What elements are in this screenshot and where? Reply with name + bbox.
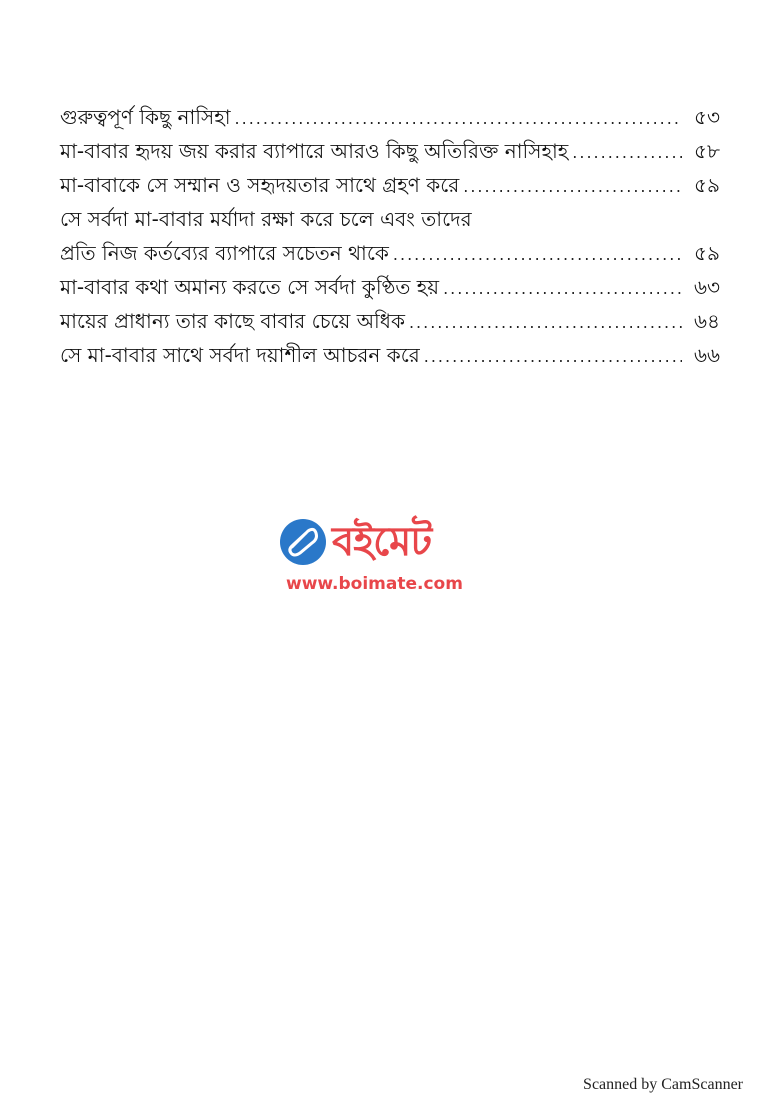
toc-entry-page: ৬৩	[693, 275, 720, 299]
toc-entry-title: মা-বাবাকে সে সম্মান ও সহৃদয়তার সাথে গ্রহণ করে	[60, 173, 460, 197]
toc-entry-page: ৫৯	[694, 241, 720, 265]
toc-entry	[60, 236, 720, 270]
toc-entry	[60, 134, 720, 168]
toc-leader-dots	[393, 238, 682, 272]
toc-entry-title: মায়ের প্রাধান্য তার কাছে বাবার চেয়ে অধিক	[60, 309, 405, 333]
watermark-brand: বইমেট	[332, 519, 432, 565]
toc-leader-dots	[463, 170, 682, 204]
boimate-watermark	[278, 512, 508, 602]
toc-entry-title: সে সর্বদা মা-বাবার মর্যাদা রক্ষা করে চলে এবং তাদের	[60, 207, 472, 231]
toc-entry	[60, 100, 720, 134]
toc-leader-dots	[409, 306, 682, 340]
toc-leader-dots	[443, 272, 682, 306]
toc-entry-page: ৫৯	[694, 173, 720, 197]
watermark-logo	[278, 512, 508, 572]
toc-entry-title: মা-বাবার হৃদয় জয় করার ব্যাপারে আরও কিছু অতিরিক্ত নাসিহাহ	[60, 139, 569, 163]
toc-entry	[60, 202, 720, 236]
toc-leader-dots	[572, 136, 682, 170]
toc-entry-page: ৬৪	[694, 309, 720, 333]
table-of-contents	[60, 100, 720, 372]
toc-entry	[60, 304, 720, 338]
toc-entry-page: ৫৩	[694, 105, 720, 129]
book-logo-icon	[278, 517, 328, 567]
toc-leader-dots	[424, 340, 682, 374]
toc-entry-title: প্রতি নিজ কর্তব্যের ব্যাপারে সচেতন থাকে	[60, 241, 389, 265]
toc-entry	[60, 168, 720, 202]
toc-entry	[60, 338, 720, 372]
toc-entry-page: ৬৬	[693, 343, 720, 367]
toc-entry-title: গুরুত্বপূর্ণ কিছু নাসিহা	[60, 105, 231, 129]
toc-entry-page: ৫৮	[694, 139, 720, 163]
toc-entry	[60, 270, 720, 304]
toc-entry-title: সে মা-বাবার সাথে সর্বদা দয়াশীল আচরন করে	[60, 343, 420, 367]
toc-leader-dots	[235, 102, 682, 136]
toc-entry-title: মা-বাবার কথা অমান্য করতে সে সর্বদা কুণ্ঠিত হয়	[60, 275, 440, 299]
watermark-url: www.boimate.com	[286, 574, 463, 594]
scanner-footer: Scanned by CamScanner	[583, 1076, 743, 1093]
